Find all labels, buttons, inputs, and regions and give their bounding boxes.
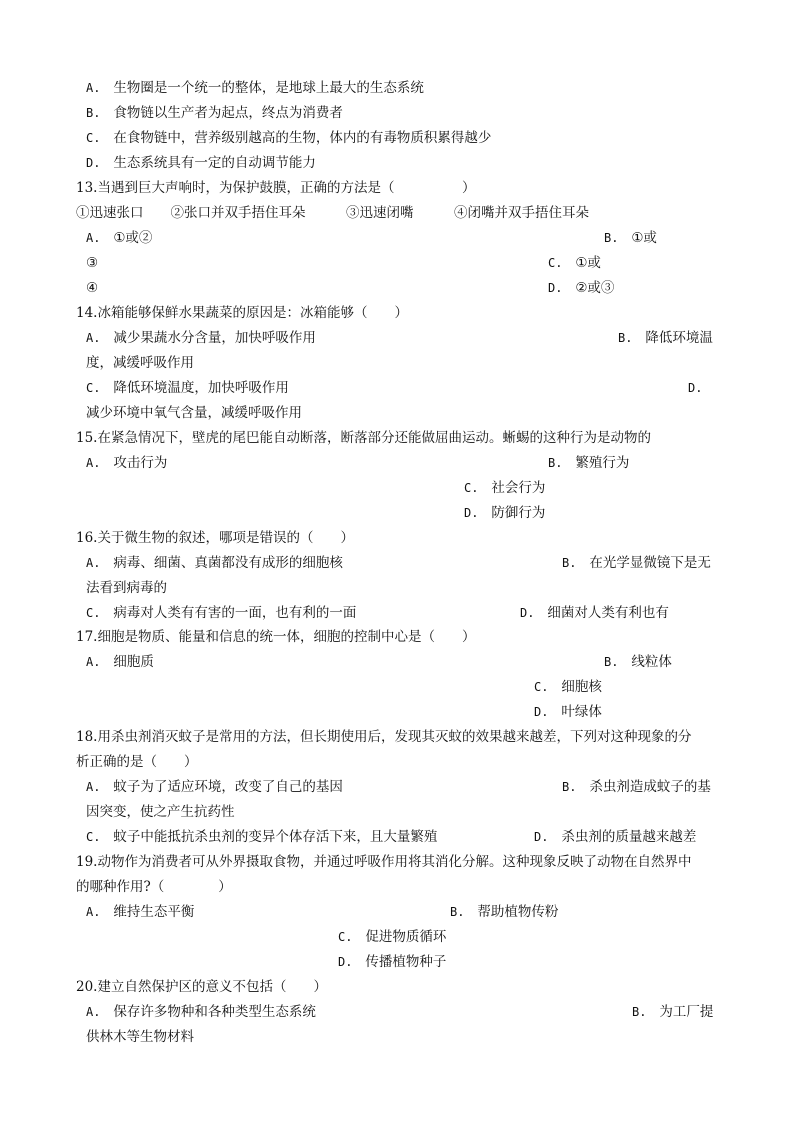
option-row bbox=[548, 454, 629, 472]
question-stem-continued: 的哪种作用?（ ） bbox=[76, 879, 232, 895]
option-text-continued: ③ bbox=[86, 255, 99, 271]
option-row bbox=[450, 903, 558, 921]
option-text-continued: 法看到病毒的 bbox=[86, 580, 167, 596]
option-text: 在光学显微镜下是无 bbox=[589, 555, 711, 571]
option-row bbox=[688, 379, 702, 397]
option-letter: D. bbox=[520, 606, 535, 620]
option-text: 线粒体 bbox=[631, 654, 672, 670]
question-stem-continued: 析正确的是（ ） bbox=[76, 754, 198, 770]
question-stem: 19.动物作为消费者可从外界摄取食物，并通过呼吸作用将其消化分解。这种现象反映了动物在自然界中 bbox=[76, 854, 692, 870]
option-text: ①或 bbox=[575, 255, 601, 271]
option-row bbox=[86, 604, 356, 622]
question-stem: 18.用杀虫剂消灭蚊子是常用的方法，但长期使用后，发现其灭蚊的效果越来越差，下列对这种现象的分 bbox=[76, 729, 692, 745]
option-row bbox=[632, 1003, 713, 1021]
option-text: ①或② bbox=[113, 230, 153, 246]
option-row bbox=[618, 329, 713, 347]
option-text: 蚊子中能抵抗杀虫剂的变异个体存活下来，且大量繁殖 bbox=[113, 829, 438, 845]
option-letter: C. bbox=[464, 481, 479, 495]
option-letter: D. bbox=[464, 506, 479, 520]
option-row bbox=[562, 554, 711, 572]
option-text: 攻击行为 bbox=[113, 455, 168, 471]
option-row bbox=[604, 229, 657, 247]
option-letter: A. bbox=[86, 81, 101, 95]
option-text: 维持生态平衡 bbox=[113, 904, 195, 920]
option-letter: B. bbox=[450, 905, 465, 919]
option-text: ①或 bbox=[631, 230, 657, 246]
option-text: 减少果蔬水分含量，加快呼吸作用 bbox=[113, 330, 316, 346]
option-text: 生态系统具有一定的自动调节能力 bbox=[113, 155, 316, 171]
option-text: 杀虫剂的质量越来越差 bbox=[561, 829, 697, 845]
option-text: 蚊子为了适应环境，改变了自己的基因 bbox=[113, 779, 343, 795]
option-letter: B. bbox=[548, 456, 563, 470]
option-letter: B. bbox=[618, 331, 633, 345]
option-letter: B. bbox=[632, 1005, 647, 1019]
option-text: 社会行为 bbox=[491, 480, 546, 496]
option-row bbox=[534, 828, 696, 846]
option-text-continued: 减少环境中氧气含量，减缓呼吸作用 bbox=[86, 405, 302, 421]
option-letter: D. bbox=[534, 705, 549, 719]
option-row bbox=[86, 129, 491, 147]
option-letter: B. bbox=[86, 106, 101, 120]
option-text: 促进物质循环 bbox=[365, 929, 447, 945]
option-row bbox=[86, 329, 316, 347]
option-text: 传播植物种子 bbox=[365, 954, 447, 970]
option-text: 病毒、细菌、真菌都没有成形的细胞核 bbox=[113, 555, 343, 571]
option-letter: D. bbox=[688, 381, 703, 395]
option-text: 帮助植物传粉 bbox=[477, 904, 559, 920]
option-text: 防御行为 bbox=[491, 505, 546, 521]
option-row bbox=[562, 778, 711, 796]
option-text: 降低环境温度，加快呼吸作用 bbox=[113, 380, 289, 396]
option-row bbox=[86, 104, 343, 122]
option-row bbox=[534, 678, 602, 696]
option-letter: D. bbox=[86, 156, 101, 170]
option-letter: B. bbox=[604, 231, 619, 245]
option-letter: A. bbox=[86, 556, 101, 570]
option-letter: B. bbox=[562, 556, 577, 570]
option-letter: C. bbox=[86, 830, 101, 844]
option-row bbox=[464, 479, 545, 497]
option-letter: C. bbox=[86, 606, 101, 620]
option-row bbox=[86, 653, 154, 671]
option-row bbox=[86, 778, 343, 796]
option-text: 降低环境温 bbox=[645, 330, 713, 346]
option-text: 在食物链中，营养级别越高的生物，体内的有毒物质积累得越少 bbox=[113, 130, 492, 146]
option-row bbox=[86, 229, 152, 247]
option-letter: A. bbox=[86, 655, 101, 669]
option-letter: D. bbox=[534, 830, 549, 844]
option-row bbox=[86, 454, 167, 472]
option-row bbox=[520, 604, 669, 622]
option-row bbox=[534, 703, 602, 721]
option-text: 繁殖行为 bbox=[575, 455, 630, 471]
option-row bbox=[86, 828, 437, 846]
option-row bbox=[86, 903, 194, 921]
option-letter: C. bbox=[338, 930, 353, 944]
question-stem: 14.冰箱能够保鲜水果蔬菜的原因是：冰箱能够（ ） bbox=[76, 305, 408, 321]
option-letter: A. bbox=[86, 905, 101, 919]
option-row bbox=[338, 928, 446, 946]
option-text: 叶绿体 bbox=[561, 704, 602, 720]
option-text-continued: 度，减缓呼吸作用 bbox=[86, 355, 194, 371]
option-row bbox=[86, 379, 289, 397]
option-letter: B. bbox=[604, 655, 619, 669]
option-text: 细胞核 bbox=[561, 679, 602, 695]
option-text-continued: 因突变，使之产生抗药性 bbox=[86, 804, 235, 820]
option-row bbox=[604, 653, 672, 671]
option-letter: A. bbox=[86, 1005, 101, 1019]
option-row bbox=[86, 1003, 316, 1021]
question-stem: 15.在紧急情况下，壁虎的尾巴能自动断落，断落部分还能做屈曲运动。蜥蜴的这种行为是动物的 bbox=[76, 430, 651, 446]
option-text: ②或③ bbox=[575, 280, 615, 296]
option-row bbox=[548, 254, 601, 272]
option-letter: C. bbox=[534, 680, 549, 694]
option-text: 病毒对人类有有害的一面，也有利的一面 bbox=[113, 605, 357, 621]
option-row bbox=[464, 504, 545, 522]
option-letter: A. bbox=[86, 780, 101, 794]
option-text-continued: ④ bbox=[86, 280, 99, 296]
option-text: 细胞质 bbox=[113, 654, 154, 670]
option-text-continued: 供林木等生物材料 bbox=[86, 1029, 194, 1045]
option-row bbox=[86, 154, 316, 172]
option-row bbox=[338, 953, 446, 971]
option-row bbox=[86, 79, 424, 97]
option-text: 食物链以生产者为起点，终点为消费者 bbox=[113, 105, 343, 121]
option-text: 保存许多物种和各种类型生态系统 bbox=[113, 1004, 316, 1020]
option-letter: C. bbox=[86, 381, 101, 395]
option-letter: C. bbox=[548, 256, 563, 270]
question-stem: 20.建立自然保护区的意义不包括（ ） bbox=[76, 979, 327, 995]
option-letter: B. bbox=[562, 780, 577, 794]
choices-line: ①迅速张口 ②张口并双手捂住耳朵 ③迅速闭嘴 ④闭嘴并双手捂住耳朵 bbox=[76, 205, 589, 221]
option-letter: C. bbox=[86, 131, 101, 145]
question-stem: 17.细胞是物质、能量和信息的统一体，细胞的控制中心是（ ） bbox=[76, 629, 476, 645]
option-letter: A. bbox=[86, 231, 101, 245]
option-text: 为工厂提 bbox=[659, 1004, 714, 1020]
option-row bbox=[86, 554, 343, 572]
option-text: 杀虫剂造成蚊子的基 bbox=[589, 779, 711, 795]
option-row bbox=[548, 279, 614, 297]
question-stem: 16.关于微生物的叙述，哪项是错误的（ ） bbox=[76, 530, 354, 546]
question-stem: 13.当遇到巨大声响时，为保护鼓膜，正确的方法是（ ） bbox=[76, 180, 476, 196]
option-text: 生物圈是一个统一的整体，是地球上最大的生态系统 bbox=[113, 80, 424, 96]
option-text: 细菌对人类有利也有 bbox=[547, 605, 669, 621]
option-letter: D. bbox=[548, 281, 563, 295]
option-letter: A. bbox=[86, 331, 101, 345]
option-letter: D. bbox=[338, 955, 353, 969]
option-letter: A. bbox=[86, 456, 101, 470]
